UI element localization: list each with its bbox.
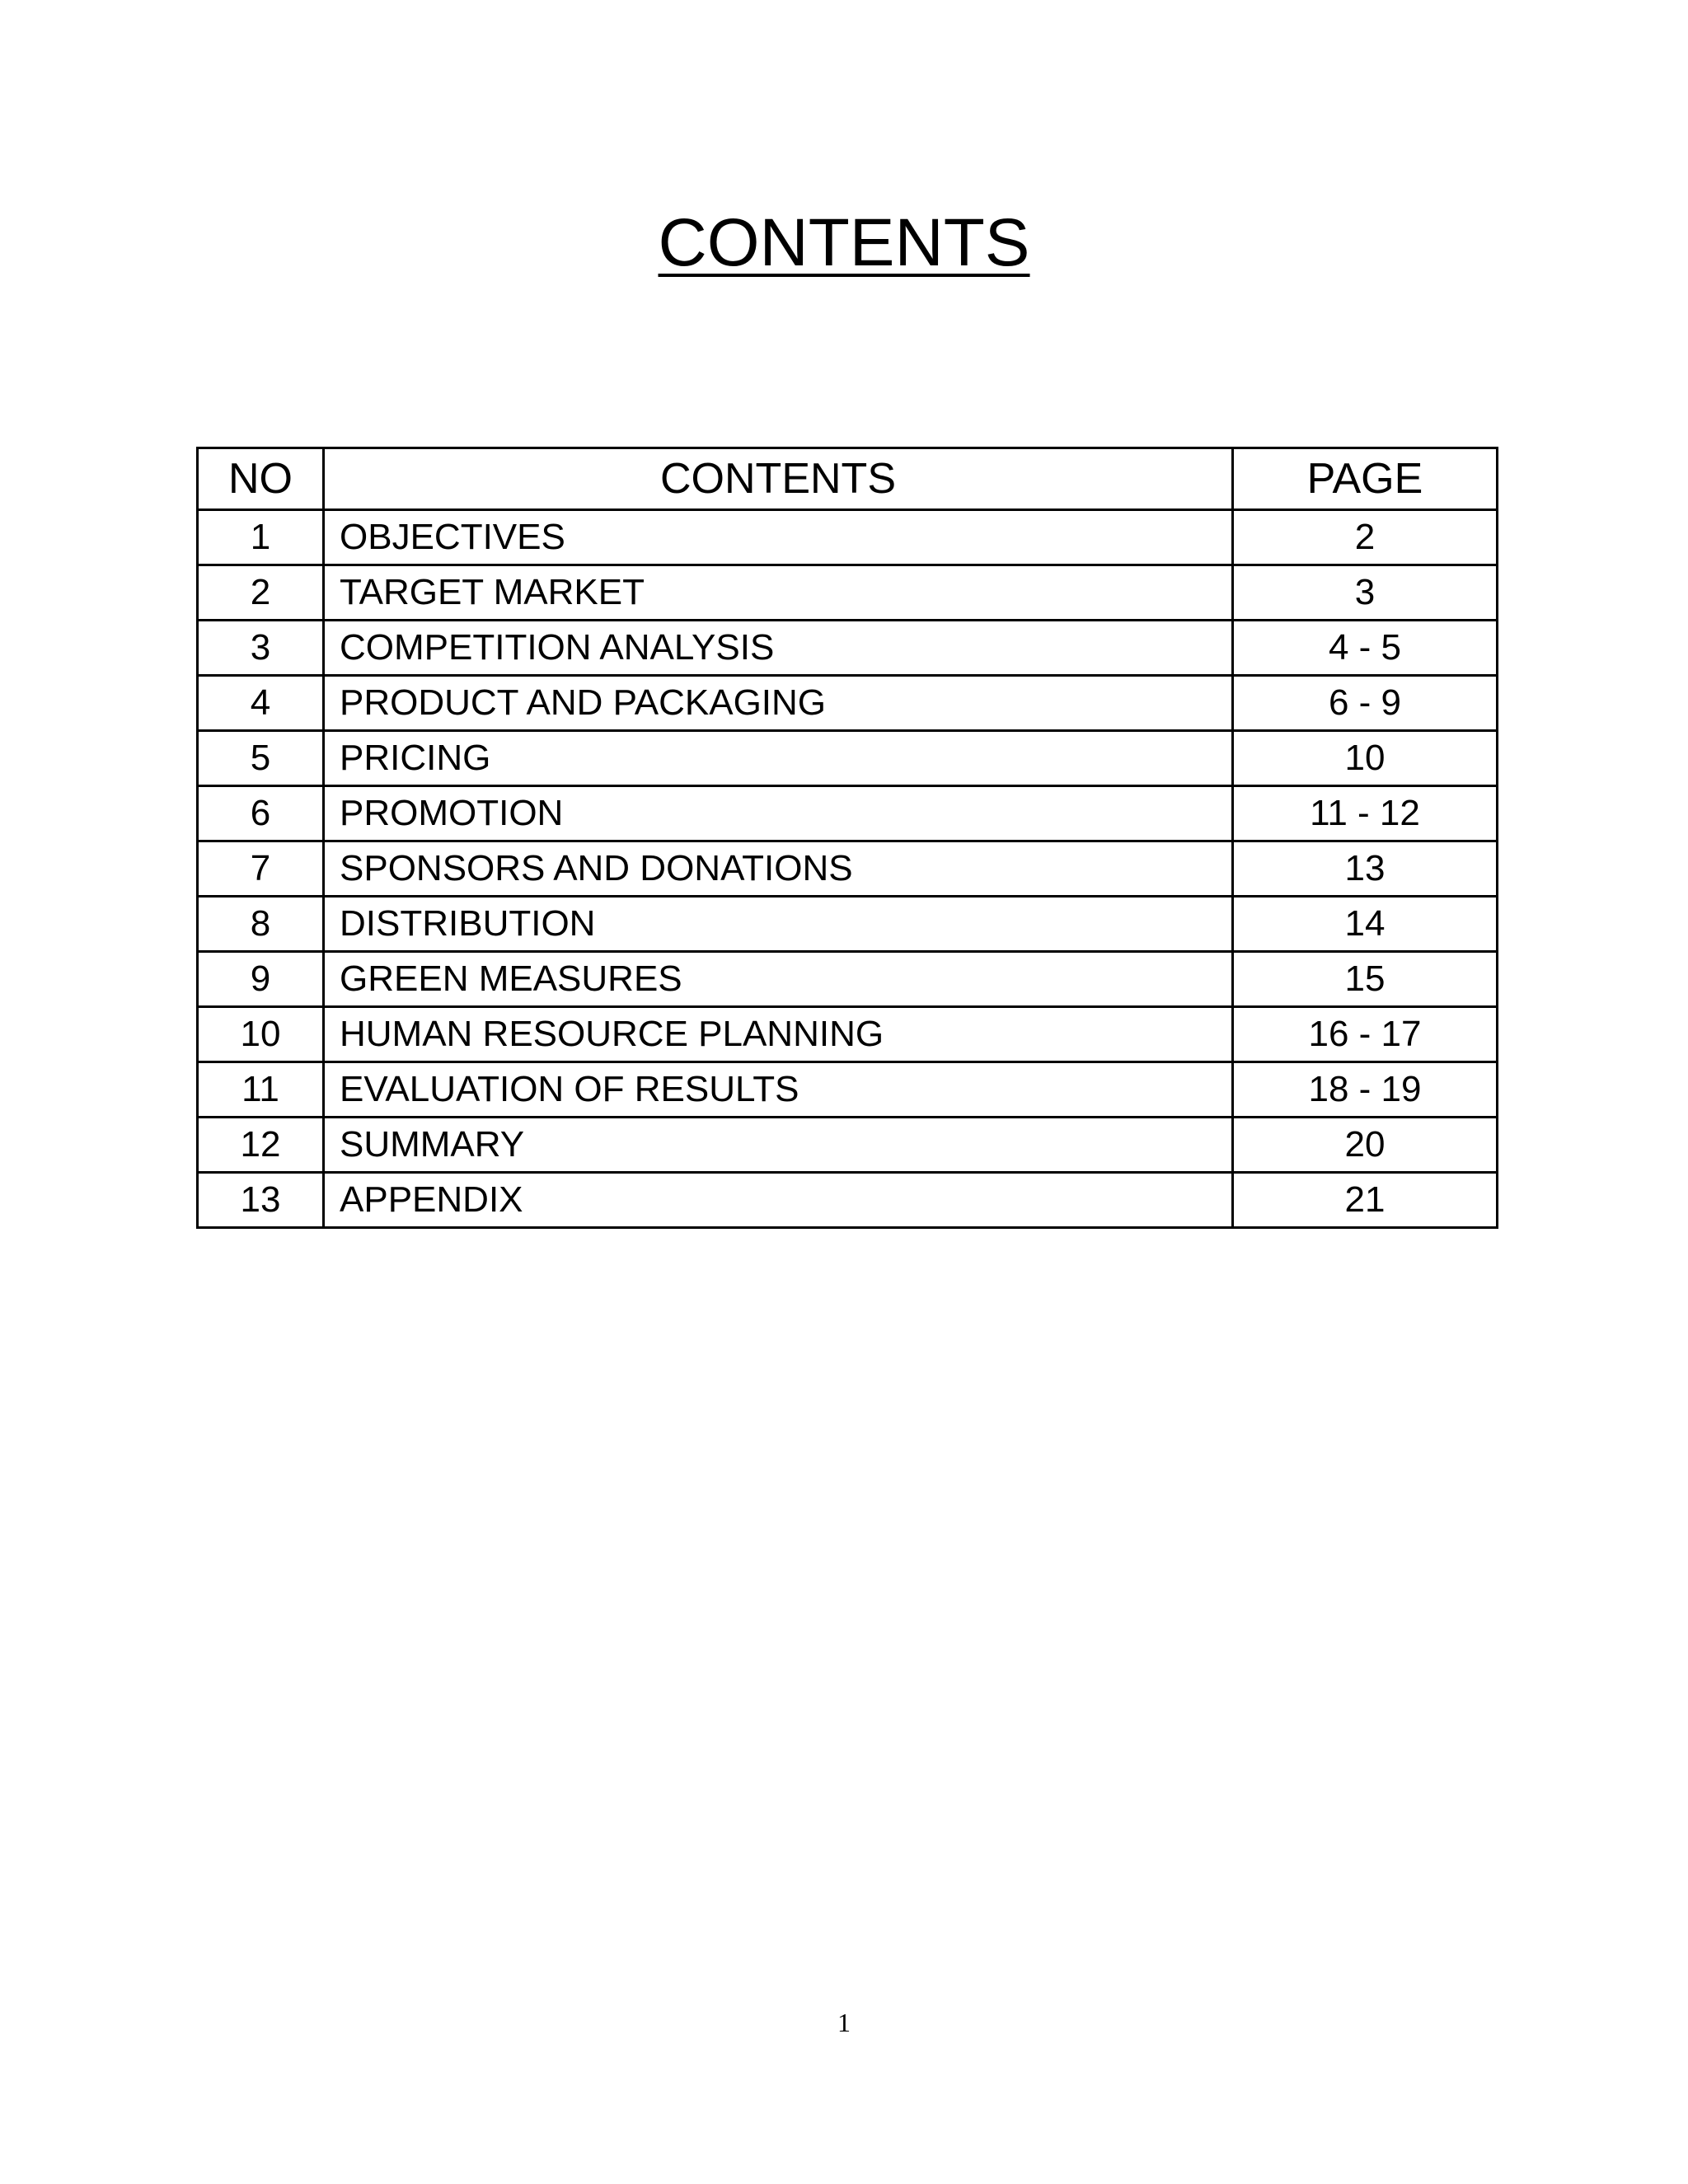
table-row [198, 510, 1498, 565]
table-header [198, 448, 1498, 510]
row-page-range: 14 [1233, 897, 1498, 952]
row-page-range: 13 [1233, 841, 1498, 897]
row-page-range: 10 [1233, 731, 1498, 786]
row-section-title: HUMAN RESOURCE PLANNING [324, 1007, 1233, 1062]
table-row [198, 1173, 1498, 1228]
row-number: 7 [198, 841, 324, 897]
page-title [0, 198, 1688, 288]
table-row [198, 731, 1498, 786]
row-section-title: APPENDIX [324, 1173, 1233, 1228]
row-number: 13 [198, 1173, 324, 1228]
row-section-title: COMPETITION ANALYSIS [324, 621, 1233, 676]
row-page-range: 18 - 19 [1233, 1062, 1498, 1118]
row-section-title: SUMMARY [324, 1118, 1233, 1173]
row-page-range: 16 - 17 [1233, 1007, 1498, 1062]
header-page: PAGE [1233, 448, 1498, 510]
table-row [198, 621, 1498, 676]
row-section-title: PRICING [324, 731, 1233, 786]
row-page-range: 2 [1233, 510, 1498, 565]
row-page-range: 21 [1233, 1173, 1498, 1228]
row-section-title: EVALUATION OF RESULTS [324, 1062, 1233, 1118]
table-row [198, 565, 1498, 621]
row-number: 2 [198, 565, 324, 621]
row-page-range: 4 - 5 [1233, 621, 1498, 676]
header-row [198, 448, 1498, 510]
row-page-range: 20 [1233, 1118, 1498, 1173]
table-row [198, 1062, 1498, 1118]
table-row [198, 952, 1498, 1007]
row-number: 4 [198, 676, 324, 731]
row-number: 8 [198, 897, 324, 952]
row-section-title: PRODUCT AND PACKAGING [324, 676, 1233, 731]
page-title-text: CONTENTS [658, 205, 1030, 280]
row-number: 3 [198, 621, 324, 676]
row-number: 10 [198, 1007, 324, 1062]
header-contents: CONTENTS [324, 448, 1233, 510]
row-section-title: GREEN MEASURES [324, 952, 1233, 1007]
row-number: 11 [198, 1062, 324, 1118]
row-page-range: 15 [1233, 952, 1498, 1007]
row-section-title: SPONSORS AND DONATIONS [324, 841, 1233, 897]
contents-table [196, 447, 1498, 1229]
table-row [198, 841, 1498, 897]
table-row [198, 1007, 1498, 1062]
table-body [198, 510, 1498, 1228]
page-number: 1 [837, 2008, 851, 2037]
header-no: NO [198, 448, 324, 510]
row-number: 1 [198, 510, 324, 565]
row-section-title: DISTRIBUTION [324, 897, 1233, 952]
table-row [198, 1118, 1498, 1173]
row-number: 6 [198, 786, 324, 841]
table-row [198, 676, 1498, 731]
row-number: 9 [198, 952, 324, 1007]
row-number: 5 [198, 731, 324, 786]
row-page-range: 3 [1233, 565, 1498, 621]
row-section-title: TARGET MARKET [324, 565, 1233, 621]
row-section-title: OBJECTIVES [324, 510, 1233, 565]
row-section-title: PROMOTION [324, 786, 1233, 841]
row-page-range: 11 - 12 [1233, 786, 1498, 841]
table-row [198, 786, 1498, 841]
row-page-range: 6 - 9 [1233, 676, 1498, 731]
row-number: 12 [198, 1118, 324, 1173]
table-row [198, 897, 1498, 952]
